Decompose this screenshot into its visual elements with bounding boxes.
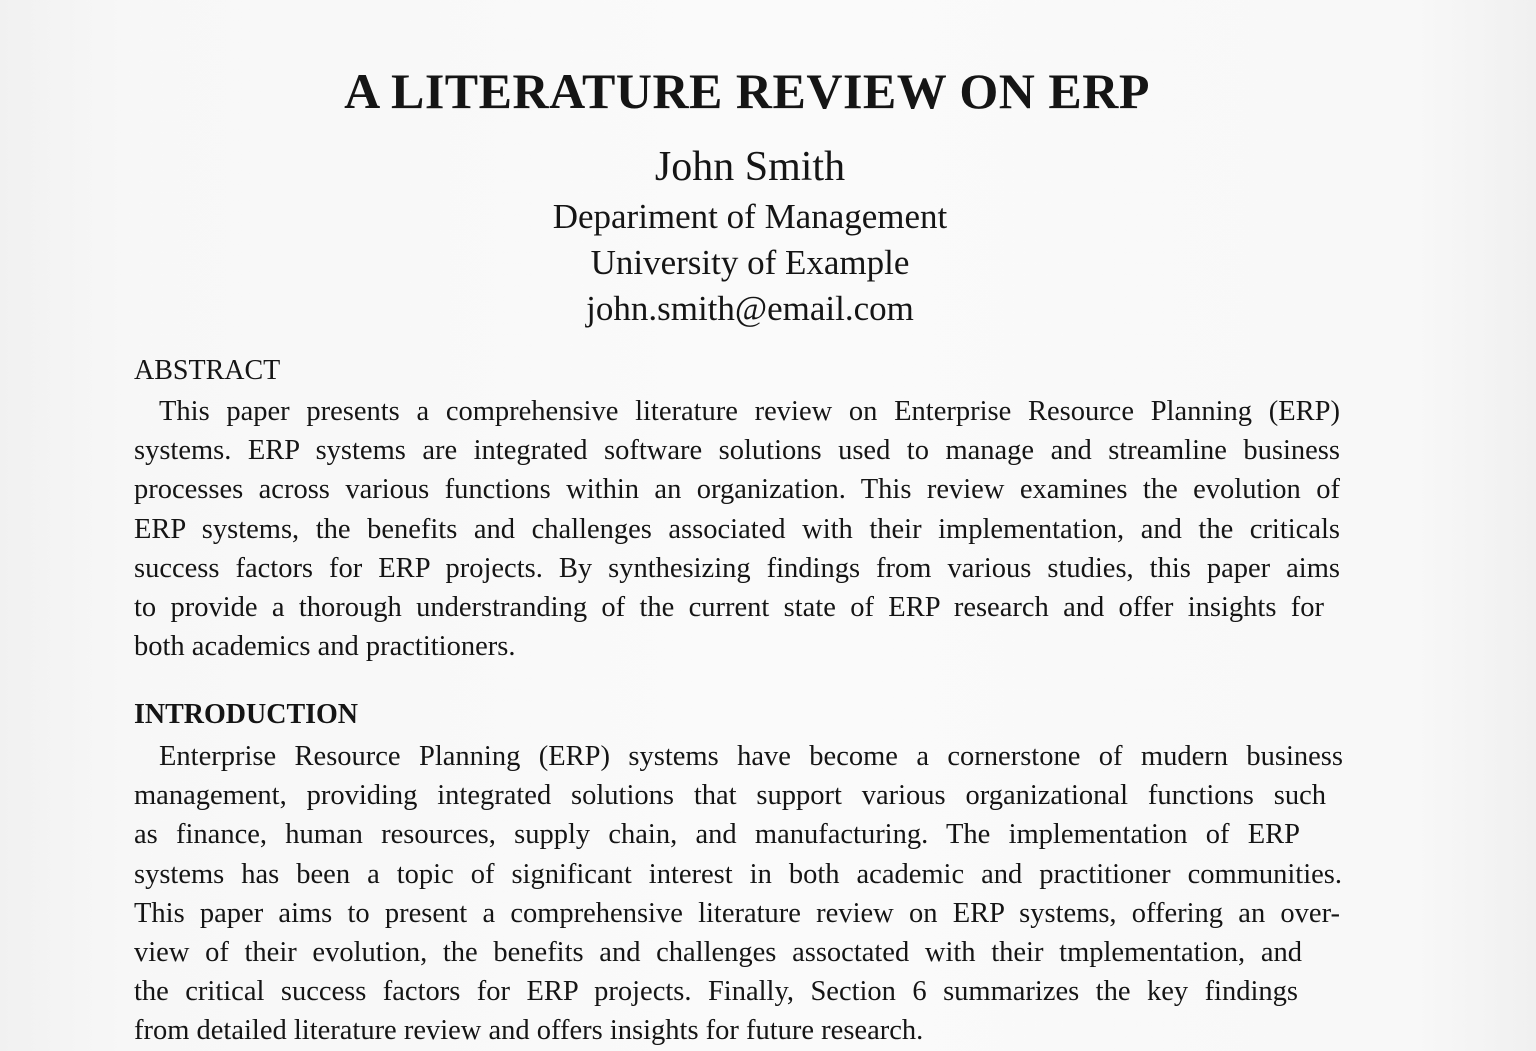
introduction-line: as finance, human resources, supply chain, and manufacturing. The implementation of ERP <box>134 819 1300 851</box>
author-block <box>0 140 1500 332</box>
author-email: john.smith@email.com <box>586 289 914 328</box>
introduction-line: view of their evolution, the benefits and challenges assoctated with their tmplementation, and <box>134 936 1302 968</box>
abstract-line: both academics and practitioners. <box>134 631 516 663</box>
abstract-line: to provide a thorough understranding of the current state of ERP research and offer insights for <box>134 591 1324 623</box>
introduction-paragraph <box>134 737 1343 1047</box>
abstract-line: processes across various functions within an organization. This review examines the evolution of <box>134 474 1340 506</box>
author-department: Depariment of Management <box>552 197 948 236</box>
introduction-line: systems has been a topic of significant interest in both academic and practitioner communities. <box>134 858 1342 890</box>
abstract-line: ERP systems, the benefits and challenges associated with their implementation, and the criticals <box>134 513 1340 545</box>
abstract-line: success factors for ERP projects. By synthesizing findings from various studies, this paper aims <box>134 552 1340 584</box>
introduction-line: the critical success factors for ERP projects. Finally, Section 6 summarizes the key findings <box>134 976 1298 1008</box>
abstract-paragraph <box>134 392 1340 666</box>
author-name: John Smith <box>654 144 846 190</box>
abstract-line: systems. ERP systems are integrated software solutions used to manage and streamline business <box>134 435 1340 467</box>
abstract-heading: ABSTRACT <box>134 355 281 386</box>
paper-title: A LITERATURE REVIEW ON ERP <box>344 63 1150 119</box>
introduction-line: Enterprise Resource Planning (ERP) systems have become a cornerstone of mudern business <box>159 741 1343 772</box>
introduction-line: management, providing integrated solutions that support various organizational functions such <box>134 780 1326 812</box>
introduction-line: This paper aims to present a comprehensive literature review on ERP systems, offering an over- <box>134 897 1340 929</box>
author-university: University of Example <box>590 243 910 282</box>
introduction-line: from detailed literature review and offers insights for future research. <box>134 1015 924 1047</box>
abstract-line: This paper presents a comprehensive literature review on Enterprise Resource Planning (ERP) <box>159 396 1340 427</box>
introduction-heading: INTRODUCTION <box>134 699 359 730</box>
